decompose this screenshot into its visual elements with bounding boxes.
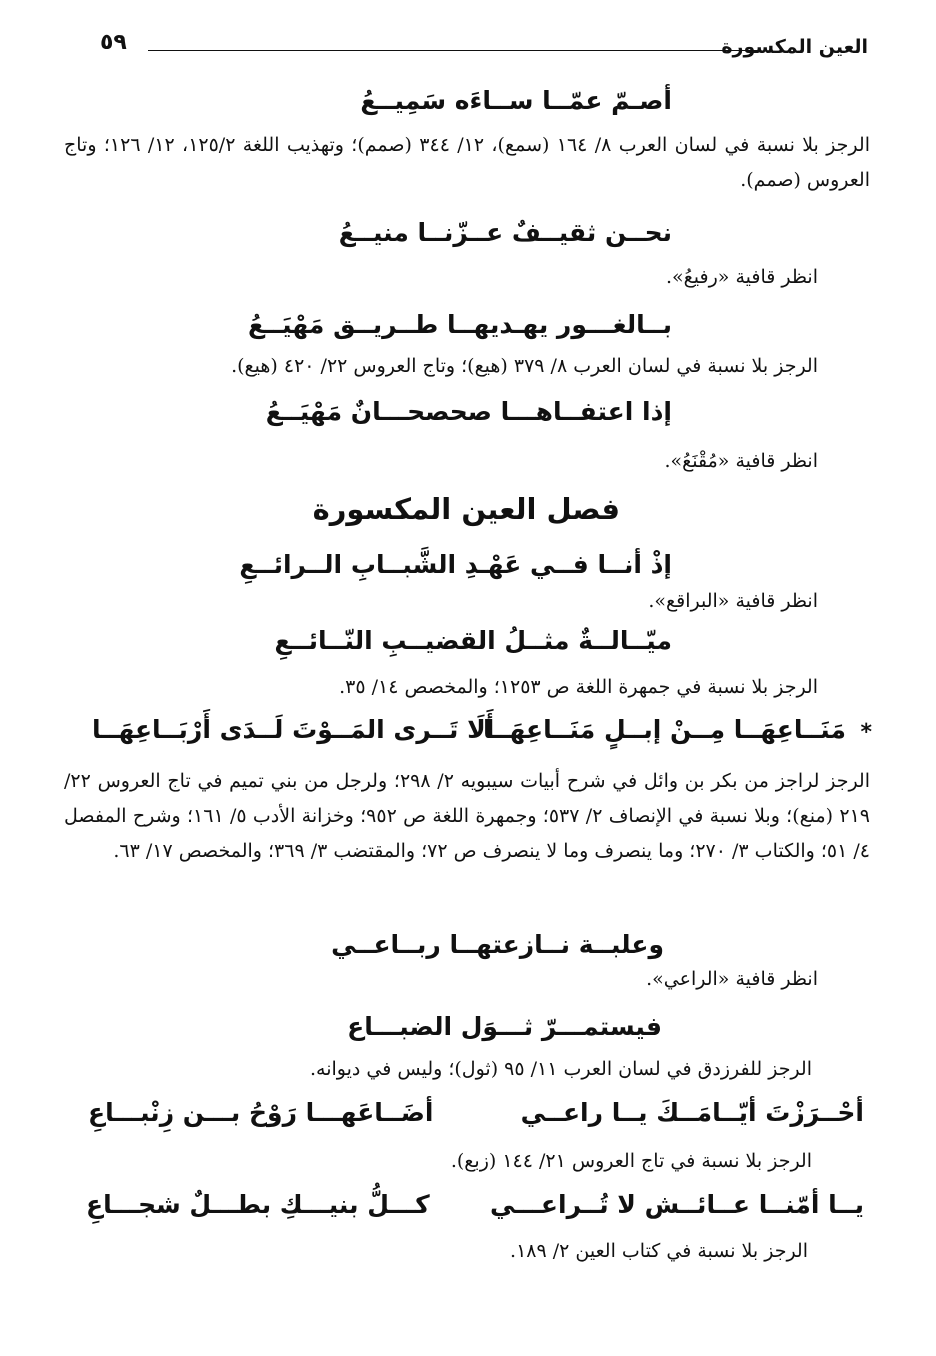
source-note: الرجز بلا نسبة في لسان العرب ٨/ ١٦٤ (سمع)، ١٢/ ٣٤٤ (صمم)؛ وتهذيب اللغة ١٢٥/٢، ١٢/ ١٢٦؛ وتاج العروس (صمم). <box>64 134 870 191</box>
cross-reference-note: انظر قافية «مُقْنَعُ». <box>664 450 818 472</box>
source-note: الرجز لراجز من بكر بن وائل في شرح أبيات سيبويه ٢/ ٢٩٨؛ ولرجل من بني تميم في تاج العروس ٢٢/ ٢١٩ (منع)؛ وبلا نسبة في الإنصاف ٢/ ٥٣٧؛ وجمهرة اللغة ص ٩٥٢؛ وخزانة الأدب ٥/ ١٦١؛ وشرح المفصل ٤/ ٥١؛ والكتاب ٣/ ٢٧٠؛ وما ينصرف وما لا ينصرف ص ٧٢؛ والمقتضب ٣/ ٣٦٩؛ والمخصص ١٧/ ٦٣. <box>64 770 871 862</box>
verse-line: إذا اعتفــاهـــا صحصحـــانٌ مَهْيَــعُ <box>265 397 672 426</box>
hemistich-left: كـــلُّ بنيـــكِ بطـــلٌ شجـــاعِ <box>86 1190 430 1219</box>
hemistich-right: أحْــرَزْتَ أيّــامَــكَ يــا راعــي <box>520 1098 864 1127</box>
source-note: الرجز بلا نسبة في كتاب العين ٢/ ١٨٩. <box>510 1240 808 1262</box>
section-title: فصل العين المكسورة <box>312 492 620 526</box>
entry-marker: * <box>860 720 872 745</box>
hemistich-right: يــا أمّنــا عــائــش لا تُــراعـــي <box>490 1190 864 1219</box>
hemistich-left: أضَــاعَهـــا رَوْحُ بـــن زِنْبـــاعِ <box>88 1098 434 1127</box>
verse-line: فيستمـــرّ ثـــوَل الضبـــاع <box>347 1012 662 1041</box>
source-note: الرجز بلا نسبة في لسان العرب ٨/ ٣٧٩ (هيع)؛ وتاج العروس ٢٢/ ٤٢٠ (هيع). <box>231 355 818 377</box>
header-rule <box>148 50 760 51</box>
cross-reference-note: انظر قافية «رفيعُ». <box>666 266 818 288</box>
hemistich-left: أَلَا تَــرى المَــوْتَ لَــدَى أَرْبَــاعِهَــا <box>92 715 495 744</box>
cross-reference-note: انظر قافية «البراقع». <box>648 590 818 612</box>
running-header-title: العين المكسورة <box>721 36 868 58</box>
verse-line: بــالغـــور يهـديهــا طــريــق مَهْيَــعُ <box>248 310 672 339</box>
source-note: الرجز بلا نسبة في تاج العروس ٢١/ ١٤٤ (زبع). <box>450 1150 812 1172</box>
page-number: ٥٩ <box>100 30 127 55</box>
verse-line: أصـمّ عمّــا ســاءَه سَمِيــعُ <box>360 86 672 115</box>
verse-line: ميّــالــةٌ مثــلُ القضيــبِ النّــائــعِ <box>274 626 672 655</box>
source-note: الرجز للفرزدق في لسان العرب ١١/ ٩٥ (ثول)؛ وليس في ديوانه. <box>310 1058 812 1080</box>
verse-line: نحــن ثقيــفٌ عــزّنــا منيــعُ <box>338 218 672 247</box>
verse-line: إذْ أنــا فــي عَهْـدِ الشَّبــابِ الــرائــعِ <box>239 550 672 579</box>
verse-line: وعلبــة نــازعتهــا ربــاعــي <box>331 930 664 959</box>
source-note: الرجز بلا نسبة في جمهرة اللغة ص ١٢٥٣؛ والمخصص ١٤/ ٣٥. <box>339 676 818 698</box>
cross-reference-note: انظر قافية «الراعي». <box>646 968 818 990</box>
hemistich-right: مَنَــاعِهَــا مِــنْ إبــلٍ مَنَــاعِهَــا <box>483 715 846 744</box>
